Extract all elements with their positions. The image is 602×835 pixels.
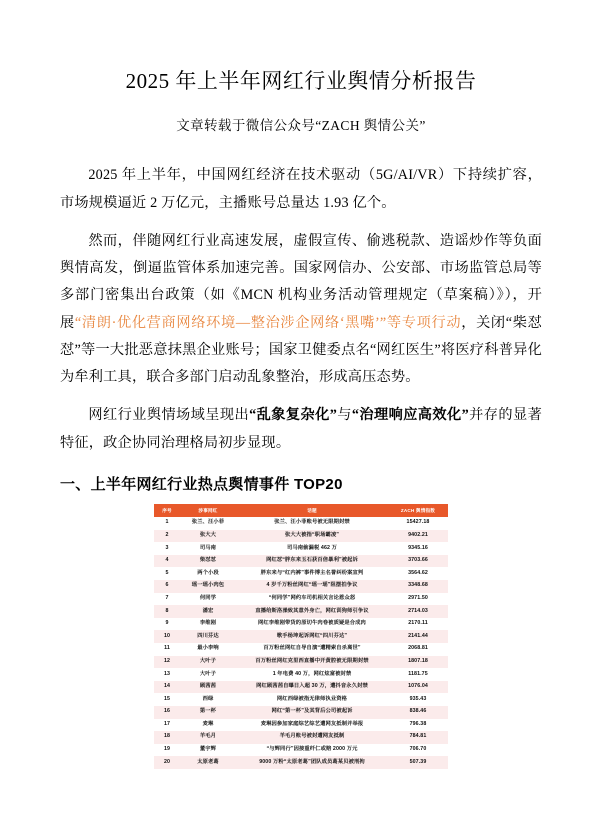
cell-index: 3703.66 — [408, 557, 428, 564]
paragraph-3-emphasis-1: “乱象复杂化” — [249, 407, 337, 424]
table-row — [154, 668, 448, 681]
cell-rank: 16 — [163, 708, 171, 715]
document-subtitle: 文章转载于微信公众号“ZACH 舆情公关” — [176, 118, 426, 134]
cell-rank: 20 — [163, 758, 171, 765]
document-body — [60, 134, 542, 457]
paragraph-3-text-middle: 与 — [337, 407, 352, 424]
cell-name: 太原老葛 — [197, 758, 219, 765]
cell-rank: 8 — [165, 607, 169, 614]
cell-topic: 网红顾茜茜自曝日入超 30 万，遭抖音永久封禁 — [256, 683, 368, 690]
cell-name: 第一杯 — [199, 708, 217, 715]
table-row — [154, 681, 448, 694]
table-body — [154, 517, 448, 769]
table-row — [154, 517, 448, 530]
cell-rank: 9 — [165, 620, 169, 627]
cell-rank: 3 — [165, 544, 169, 551]
cell-rank: 6 — [165, 582, 169, 589]
table-row — [154, 706, 448, 719]
cell-index: 2170.11 — [408, 620, 428, 627]
cell-topic: 麦琳因参加家庭综艺综艺遭网友抵制并举报 — [260, 720, 364, 727]
table-row — [154, 605, 448, 618]
paragraph-1 — [60, 151, 542, 217]
table-row — [154, 744, 448, 757]
cell-topic: 网红西绿被指无律师执业资格 — [276, 695, 348, 702]
table-row — [154, 618, 448, 631]
cell-rank: 10 — [163, 632, 171, 639]
cell-index: 2141.44 — [408, 632, 428, 639]
table-row — [154, 542, 448, 555]
column-header-index: ZACH 舆情指数 — [388, 504, 448, 517]
cell-index: 9402.21 — [408, 531, 428, 538]
page-title: 2025 年上半年网红行业舆情分析报告 — [125, 69, 477, 93]
ranking-table-container — [60, 494, 542, 769]
cell-name: 麦琳 — [202, 720, 214, 727]
cell-topic: 张兰、汪小菲账号被无限期封禁 — [274, 519, 350, 526]
cell-topic: “与辉同行”因接重纤仁或赔 2000 万元 — [266, 746, 358, 753]
cell-topic: 网红怼“胖东来玉石获百倍暴利”被起诉 — [266, 557, 358, 564]
cell-index: 838.46 — [409, 708, 427, 715]
table-row — [154, 656, 448, 669]
cell-rank: 18 — [163, 733, 171, 740]
cell-topic: 9000 万粉“太原老葛”团队成员葛某贝被刑拘 — [259, 758, 365, 765]
cell-topic: 百万粉丝网红克里西直播中开黄腔被无限期封禁 — [255, 657, 369, 664]
cell-index: 2068.81 — [408, 645, 428, 652]
paragraph-2-text-after: ，关闭“柴怼怼”等一大批恶意抹黑企业账号；国家卫健委点名“网红医生”将医疗科普异化为牟利工具，联合多部门启动乱象整治，形成高压态势。 — [60, 314, 543, 386]
cell-index: 1076.04 — [408, 683, 428, 690]
cell-name: 李维刚 — [199, 620, 217, 627]
cell-name: 柴怼怼 — [199, 557, 217, 564]
cell-topic: 网红李维刚带货的原切牛肉卷被质疑是合成肉 — [258, 620, 366, 627]
cell-rank: 2 — [165, 531, 169, 538]
cell-rank: 13 — [163, 670, 171, 677]
cell-index: 15427.18 — [406, 519, 430, 526]
cell-rank: 11 — [164, 645, 170, 652]
table-row — [154, 643, 448, 656]
cell-index: 1181.75 — [408, 670, 428, 677]
column-header-rank: 序号 — [154, 504, 180, 517]
cell-index: 935.43 — [409, 695, 427, 702]
cell-rank: 15 — [163, 695, 171, 702]
table-row — [154, 530, 448, 543]
cell-topic: 胖东来与“红内裤”事件博主名誉纠纷案宣判 — [260, 569, 364, 576]
paragraph-3-emphasis-2: “治理响应高效化” — [351, 407, 469, 424]
cell-topic: “何同学”网约车司机相关言论惹众怒 — [268, 594, 356, 601]
cell-index: 3564.62 — [408, 569, 428, 576]
cell-name: 西绿 — [202, 695, 214, 702]
table-row — [154, 580, 448, 593]
cell-rank: 5 — [165, 569, 169, 576]
cell-rank: 12 — [163, 657, 171, 664]
cell-name: 四川芬达 — [197, 632, 219, 639]
table-row — [154, 731, 448, 744]
cell-rank: 4 — [165, 557, 169, 564]
cell-name: 大叶子 — [199, 657, 217, 664]
cell-rank: 17 — [163, 720, 171, 727]
cell-name: 顾茜茜 — [199, 683, 217, 690]
table-row — [154, 593, 448, 606]
paragraph-1-text: 2025 年上半年，中国网红经济在技术驱动（5G/AI/VR）下持续扩容，市场规模逼近 2 万亿元，主播账号总量达 1.93 亿个。 — [60, 167, 542, 211]
cell-rank: 7 — [165, 594, 169, 601]
cell-topic: 1 年电费 40 万，网红炫富被封禁 — [272, 670, 352, 677]
cell-index: 796.38 — [409, 720, 427, 727]
cell-index: 2714.03 — [408, 607, 428, 614]
cell-name: 两个小段 — [197, 569, 219, 576]
cell-name: 瑶一瑶小肉包 — [191, 582, 225, 589]
cell-name: 最小李响 — [197, 645, 219, 652]
paragraph-3-text-after: 并存的显著特征，政企协同治理格局初步显现。 — [60, 407, 542, 451]
cell-index: 1807.18 — [408, 657, 428, 664]
table-row — [154, 630, 448, 643]
paragraph-2-text-before: 然而，伴随网红行业高速发展，虚假宣传、偷逃税款、造谣炒作等负面舆情高发，倒逼监管体系加速完善。国家网信办、公安部、市场监管总局等多部门密集出台政策（如《MCN 机构业务活动管理规定（草案稿）》），开展 — [60, 232, 542, 331]
table-row — [154, 555, 448, 568]
cell-name: 董宇辉 — [199, 746, 217, 753]
section-heading-top20: 一、上半年网红行业热点舆情事件 TOP20 — [60, 475, 343, 493]
cell-index: 9345.16 — [408, 544, 428, 551]
cell-topic: 网红“第一杯”及其背后公司被起诉 — [271, 708, 353, 715]
table-row — [154, 756, 448, 769]
cell-topic: 张大大被指“职场霸凌” — [284, 531, 340, 538]
column-header-topic: 话题 — [236, 504, 388, 517]
table-row — [154, 719, 448, 732]
cell-rank: 1 — [165, 519, 169, 526]
cell-name: 羊毛月 — [199, 733, 217, 740]
cell-name: 司马南 — [199, 544, 217, 551]
cell-index: 784.81 — [409, 733, 427, 740]
cell-topic: 直播给斯洛澡致其意外身亡，网红训狗师引争议 — [255, 607, 369, 614]
cell-topic: 百万粉丝网红自导自演“遭精索自杀离世” — [263, 645, 361, 652]
cell-topic: 羊毛月账号被封遭网友抵制 — [279, 733, 345, 740]
cell-name: 何同学 — [199, 594, 217, 601]
table-row — [154, 693, 448, 706]
ranking-table — [154, 504, 448, 769]
cell-name: 大叶子 — [199, 670, 217, 677]
column-header-name: 涉事网红 — [180, 504, 236, 517]
table-header-row — [154, 504, 448, 517]
cell-index: 706.70 — [409, 746, 427, 753]
cell-rank: 14 — [163, 683, 171, 690]
cell-index: 2971.50 — [408, 594, 428, 601]
cell-index: 507.39 — [409, 758, 427, 765]
paragraph-3-text-before: 网红行业舆情场域呈现出 — [88, 407, 250, 424]
cell-index: 3348.68 — [408, 582, 428, 589]
cell-topic: 歌手杨坤起诉网红“四川芬达” — [276, 632, 348, 639]
table-header — [154, 504, 448, 517]
paragraph-2 — [60, 217, 542, 392]
cell-name: 潘宏 — [202, 607, 214, 614]
cell-name: 张大大 — [199, 531, 217, 538]
paragraph-2-highlight: “清朗·优化营商网络环境—整治涉企网络‘黑嘴’”等专项行动 — [74, 314, 462, 331]
table-row — [154, 567, 448, 580]
cell-name: 张兰、汪小菲 — [191, 519, 225, 526]
cell-topic: 司马南偷漏税 462 万 — [286, 544, 338, 551]
paragraph-3 — [60, 391, 542, 457]
cell-rank: 19 — [163, 746, 171, 753]
cell-topic: 4 岁千万粉丝网红“瑶一瑶”阻摆拍争议 — [266, 582, 358, 589]
